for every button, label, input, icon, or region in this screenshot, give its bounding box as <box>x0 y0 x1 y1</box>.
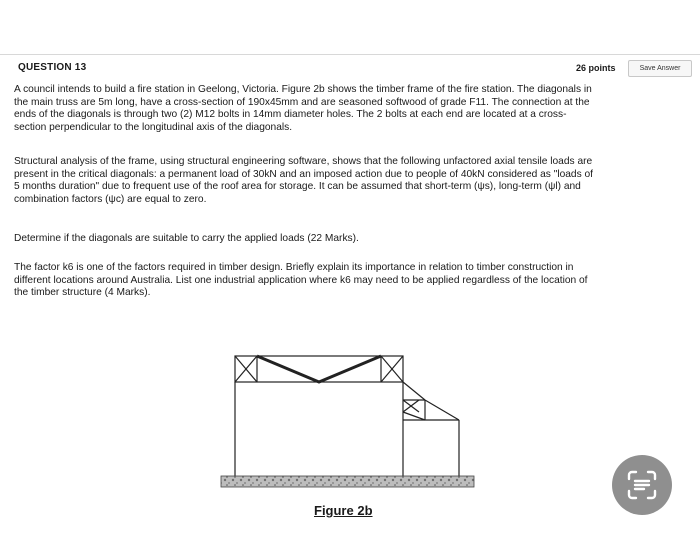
scan-text-button[interactable] <box>612 455 672 515</box>
text-line: A council intends to build a fire station in Geelong, Victoria. Figure 2b shows the timber frame of the fire station. The diagonals in <box>14 84 592 95</box>
save-answer-button[interactable]: Save Answer <box>628 60 692 77</box>
text-line: present in the critical diagonals: a permanent load of 30kN and an imposed action due to people of 40kN considered as "loads of <box>14 168 594 180</box>
text-line: The factor k6 is one of the factors required in timber design. Briefly explain its importance in relation to timber construction in <box>14 262 574 273</box>
question-paragraph-2 <box>14 156 684 206</box>
text-line: section perpendicular to the longitudinal axis of the diagonals. <box>14 121 293 133</box>
main-truss <box>235 356 403 382</box>
scan-text-icon <box>626 469 658 501</box>
main-frame <box>235 382 403 476</box>
question-paragraph-1 <box>14 84 684 134</box>
text-line: 5 months duration" due to frequent use of the roof area for storage. It can be assumed that short-term (ψs), long-term (ψl) and <box>14 181 581 192</box>
lean-to-frame <box>403 382 459 476</box>
question-title: QUESTION 13 <box>18 62 87 73</box>
figure-caption: Figure 2b <box>314 503 373 518</box>
text-line: combination factors (ψc) are equal to zero. <box>14 193 207 205</box>
text-line: the main truss are 5m long, have a cross-section of 190x45mm and are seasoned softwood of grade F11. The connection at the <box>14 96 590 108</box>
question-paragraph-3 <box>14 233 684 246</box>
text-line: Determine if the diagonals are suitable to carry the applied loads (22 Marks). <box>14 233 359 244</box>
text-line: Structural analysis of the frame, using structural engineering software, shows that the following unfactored axial tensile loads are <box>14 156 593 167</box>
ground-base <box>221 476 474 487</box>
text-line: different locations around Australia. List one industrial application where k6 may need to be applied regardless of the location of <box>14 274 588 286</box>
timber-frame-figure <box>215 350 480 500</box>
points-label: 26 points <box>576 63 616 73</box>
header-divider <box>0 54 700 55</box>
question-paragraph-4 <box>14 262 684 300</box>
text-line: ends of the diagonals is through two (2) M12 bolts in 14mm diameter holes. The 2 bolts at each end are located at a cross- <box>14 109 567 120</box>
text-line: the timber structure (4 Marks). <box>14 287 151 298</box>
